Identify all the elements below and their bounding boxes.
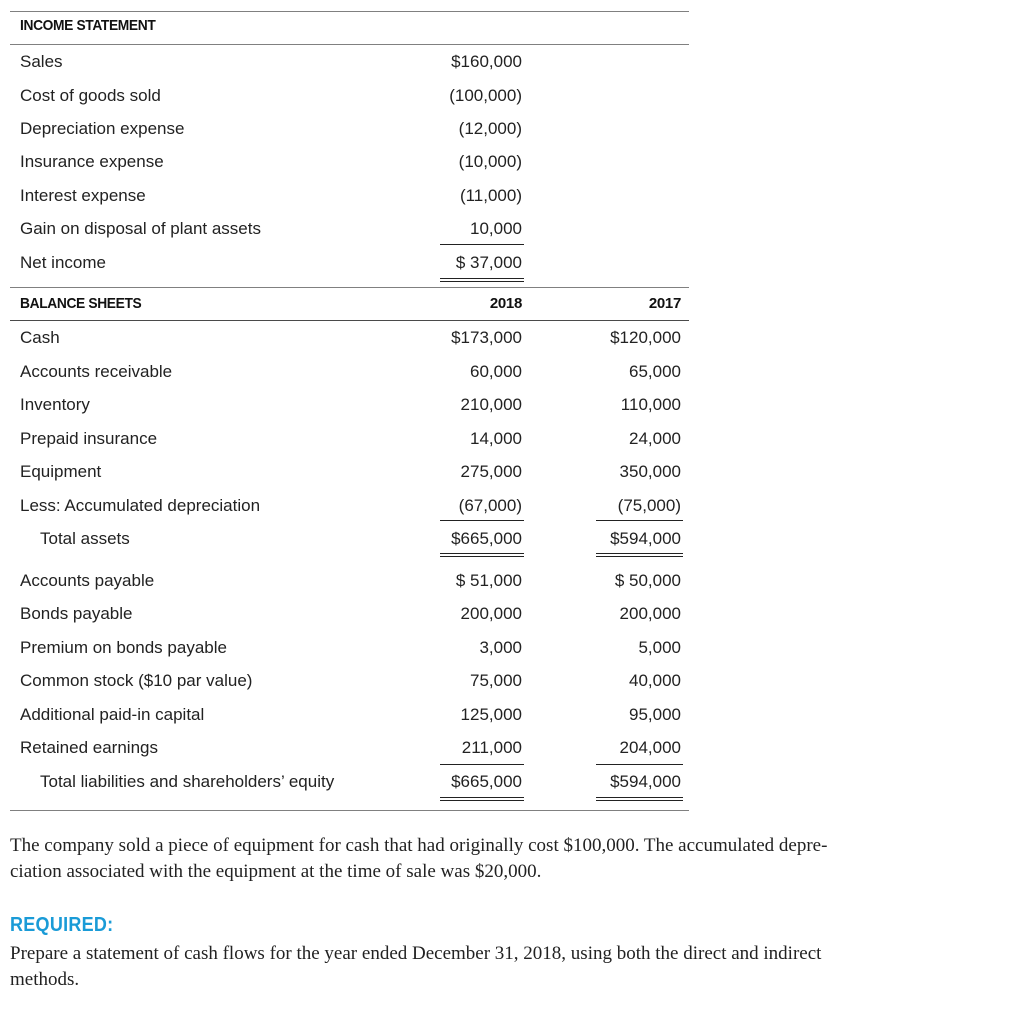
income-row-value: (12,000): [458, 119, 522, 138]
income-row-net-income: [0, 246, 1024, 280]
liability-value-2018: $665,000: [451, 772, 522, 791]
asset-value-2018: 210,000: [460, 395, 522, 414]
asset-value-2017: $594,000: [610, 529, 681, 548]
asset-value-2018: 275,000: [460, 462, 522, 481]
income-row-value: (11,000): [459, 186, 522, 205]
income-statement-heading: INCOME STATEMENT: [20, 17, 156, 34]
asset-row-total: [0, 522, 1024, 556]
liability-row: [0, 731, 1024, 765]
liability-row: [0, 631, 1024, 665]
income-row: [0, 79, 1024, 113]
asset-value-2018: $665,000: [451, 529, 522, 548]
asset-value-2017: (75,000): [617, 496, 681, 515]
liability-value-2017: 5,000: [638, 638, 681, 657]
income-row-label: Depreciation expense: [20, 119, 185, 138]
income-row-label: Net income: [20, 253, 106, 272]
asset-row-label: Equipment: [20, 462, 102, 481]
total-double-underline: [440, 797, 524, 801]
liability-value-2018: 3,000: [479, 638, 522, 657]
liability-row: [0, 664, 1024, 698]
balance-top-rule: [10, 287, 689, 288]
liability-value-2017: $594,000: [610, 772, 681, 791]
income-row-label: Interest expense: [20, 186, 146, 205]
subtotal-underline: [440, 244, 524, 245]
liability-row: [0, 698, 1024, 732]
income-row-label: Sales: [20, 52, 63, 71]
income-row: [0, 179, 1024, 213]
subtotal-underline: [440, 520, 524, 521]
income-row-value: (100,000): [449, 86, 522, 105]
income-row: [0, 112, 1024, 146]
asset-row: [0, 388, 1024, 422]
required-heading: REQUIRED:: [10, 914, 114, 936]
liability-value-2017: $ 50,000: [614, 571, 681, 590]
total-double-underline: [596, 553, 683, 557]
income-row-value: $160,000: [451, 52, 522, 71]
liability-value-2017: 95,000: [629, 705, 681, 724]
liability-row-label: Total liabilities and shareholders’ equity: [40, 772, 335, 791]
liability-row-label: Bonds payable: [20, 604, 133, 623]
liability-value-2018: 211,000: [461, 738, 522, 757]
total-double-underline: [440, 553, 524, 557]
asset-row: [0, 489, 1024, 523]
income-row: [0, 212, 1024, 246]
income-row-label: Insurance expense: [20, 152, 164, 171]
liability-value-2017: 40,000: [629, 671, 681, 690]
asset-value-2017: 110,000: [620, 395, 681, 414]
table-bottom-rule: [10, 810, 689, 811]
asset-value-2018: $173,000: [451, 328, 522, 347]
liability-row-label: Premium on bonds payable: [20, 638, 227, 657]
asset-row-label: Total assets: [40, 529, 130, 548]
liability-value-2017: 204,000: [619, 738, 681, 757]
liability-value-2018: $ 51,000: [455, 571, 522, 590]
sale-note-paragraph: [10, 833, 980, 885]
liability-row: [0, 564, 1024, 598]
income-row-label: Cost of goods sold: [20, 86, 161, 105]
income-row-label: Gain on disposal of plant assets: [20, 219, 261, 238]
required-line: methods.: [10, 969, 80, 990]
asset-row: [0, 321, 1024, 355]
total-double-underline: [596, 797, 683, 801]
income-row-value: 10,000: [470, 219, 522, 238]
asset-row-label: Less: Accumulated depreciation: [20, 496, 261, 515]
liability-value-2018: 75,000: [470, 671, 522, 690]
liability-row-total: [0, 765, 1024, 799]
asset-value-2017: 24,000: [629, 429, 681, 448]
income-row-value: $ 37,000: [455, 253, 522, 272]
total-double-underline: [440, 278, 524, 282]
liability-value-2017: 200,000: [619, 604, 681, 623]
liability-value-2018: 125,000: [460, 705, 522, 724]
subtotal-underline: [596, 520, 683, 521]
top-rule: [10, 11, 689, 12]
asset-row-label: Prepaid insurance: [20, 429, 158, 448]
column-header-2017: 2017: [648, 295, 681, 312]
liability-row-label: Common stock ($10 par value): [20, 671, 253, 690]
asset-value-2018: 60,000: [470, 362, 522, 381]
asset-value-2017: 350,000: [619, 462, 681, 481]
asset-row-label: Inventory: [20, 395, 90, 414]
asset-row: [0, 422, 1024, 456]
asset-value-2018: 14,000: [470, 429, 522, 448]
asset-value-2017: 65,000: [629, 362, 681, 381]
liability-row-label: Accounts payable: [20, 571, 155, 590]
income-row: [0, 145, 1024, 179]
note-line: ciation associated with the equipment at the time of sale was $20,000.: [10, 861, 542, 882]
liability-value-2018: 200,000: [460, 604, 522, 623]
liability-row-label: Retained earnings: [20, 738, 158, 757]
required-line: Prepare a statement of cash flows for the year ended December 31, 2018, using both the direct and indirect: [10, 943, 822, 964]
asset-row: [0, 455, 1024, 489]
income-row: [0, 45, 1024, 79]
note-line: The company sold a piece of equipment for cash that had originally cost $100,000. The accumulated depre-: [10, 835, 828, 856]
balance-sheets-heading: BALANCE SHEETS: [20, 295, 142, 312]
asset-row: [0, 355, 1024, 389]
required-paragraph: [10, 941, 980, 993]
asset-row-label: Cash: [20, 328, 60, 347]
asset-row-label: Accounts receivable: [20, 362, 173, 381]
liability-row-label: Additional paid-in capital: [20, 705, 205, 724]
income-row-value: (10,000): [458, 152, 522, 171]
asset-value-2017: $120,000: [610, 328, 681, 347]
column-header-2018: 2018: [489, 295, 522, 312]
asset-value-2018: (67,000): [458, 496, 522, 515]
liability-row: [0, 597, 1024, 631]
